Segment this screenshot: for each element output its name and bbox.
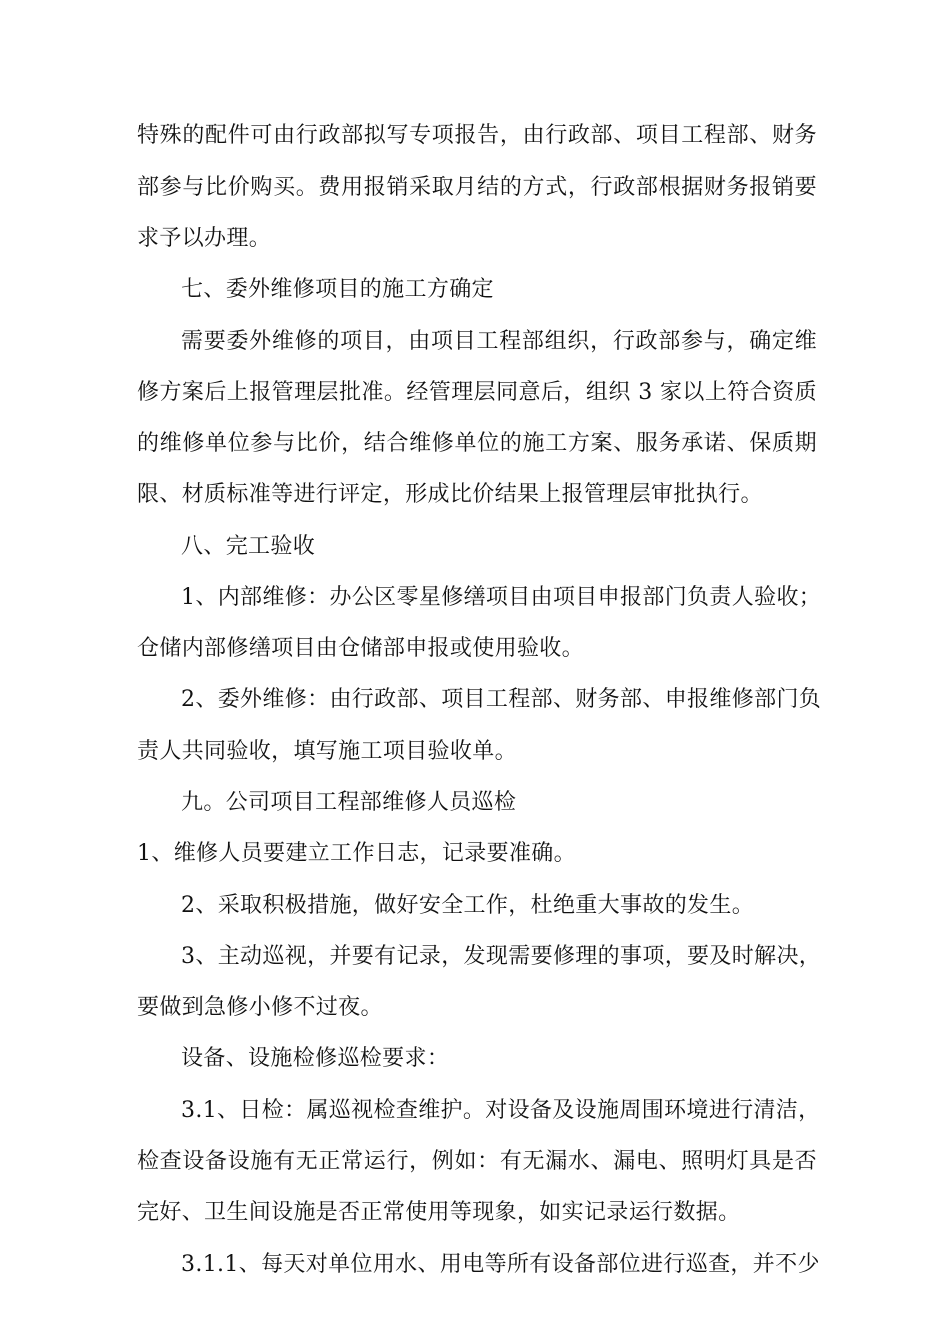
paragraph-line: 限、材质标准等进行评定，形成比价结果上报管理层审批执行。 <box>137 482 763 507</box>
paragraph-line: 仓储内部修缮项目由仓储部申报或使用验收。 <box>137 636 585 661</box>
paragraph-line: 3、主动巡视，并要有记录，发现需要修理的事项，要及时解决， <box>181 944 822 969</box>
paragraph-line: 的维修单位参与比价，结合维修单位的施工方案、服务承诺、保质期 <box>137 431 817 456</box>
paragraph-line: 检查设备设施有无正常运行，例如：有无漏水、漏电、照明灯具是否 <box>137 1149 817 1174</box>
paragraph-line: 3.1、日检：属巡视检查维护。对设备及设施周围环境进行清洁， <box>181 1098 821 1123</box>
paragraph-line: 2、采取积极措施，做好安全工作，杜绝重大事故的发生。 <box>181 893 755 918</box>
paragraph-line: 1、维修人员要建立工作日志，记录要准确。 <box>137 841 576 866</box>
section-heading: 八、完工验收 <box>181 534 316 559</box>
paragraph-line: 需要委外维修的项目，由项目工程部组织，行政部参与，确定维 <box>181 329 817 354</box>
section-heading: 设备、设施检修巡检要求： <box>181 1046 450 1071</box>
paragraph-line: 求予以办理。 <box>137 226 272 251</box>
paragraph-line: 3.1.1、每天对单位用水、用电等所有设备部位进行巡查，并不少 <box>181 1252 820 1277</box>
paragraph-line: 责人共同验收，填写施工项目验收单。 <box>137 739 517 764</box>
paragraph-line: 完好、卫生间设施是否正常使用等现象，如实记录运行数据。 <box>137 1200 741 1225</box>
paragraph-line: 1、内部维修：办公区零星修缮项目由项目申报部门负责人验收； <box>181 585 822 610</box>
paragraph-line: 要做到急修小修不过夜。 <box>137 995 383 1020</box>
paragraph-line: 特殊的配件可由行政部拟写专项报告，由行政部、项目工程部、财务 <box>137 123 817 148</box>
section-heading: 九。公司项目工程部维修人员巡检 <box>181 790 517 815</box>
paragraph-line: 2、委外维修：由行政部、项目工程部、财务部、申报维修部门负 <box>181 687 822 712</box>
section-heading: 七、委外维修项目的施工方确定 <box>181 277 494 302</box>
paragraph-line: 部参与比价购买。费用报销采取月结的方式，行政部根据财务报销要 <box>137 175 817 200</box>
paragraph-line: 修方案后上报管理层批准。经管理层同意后，组织 3 家以上符合资质 <box>137 380 817 405</box>
